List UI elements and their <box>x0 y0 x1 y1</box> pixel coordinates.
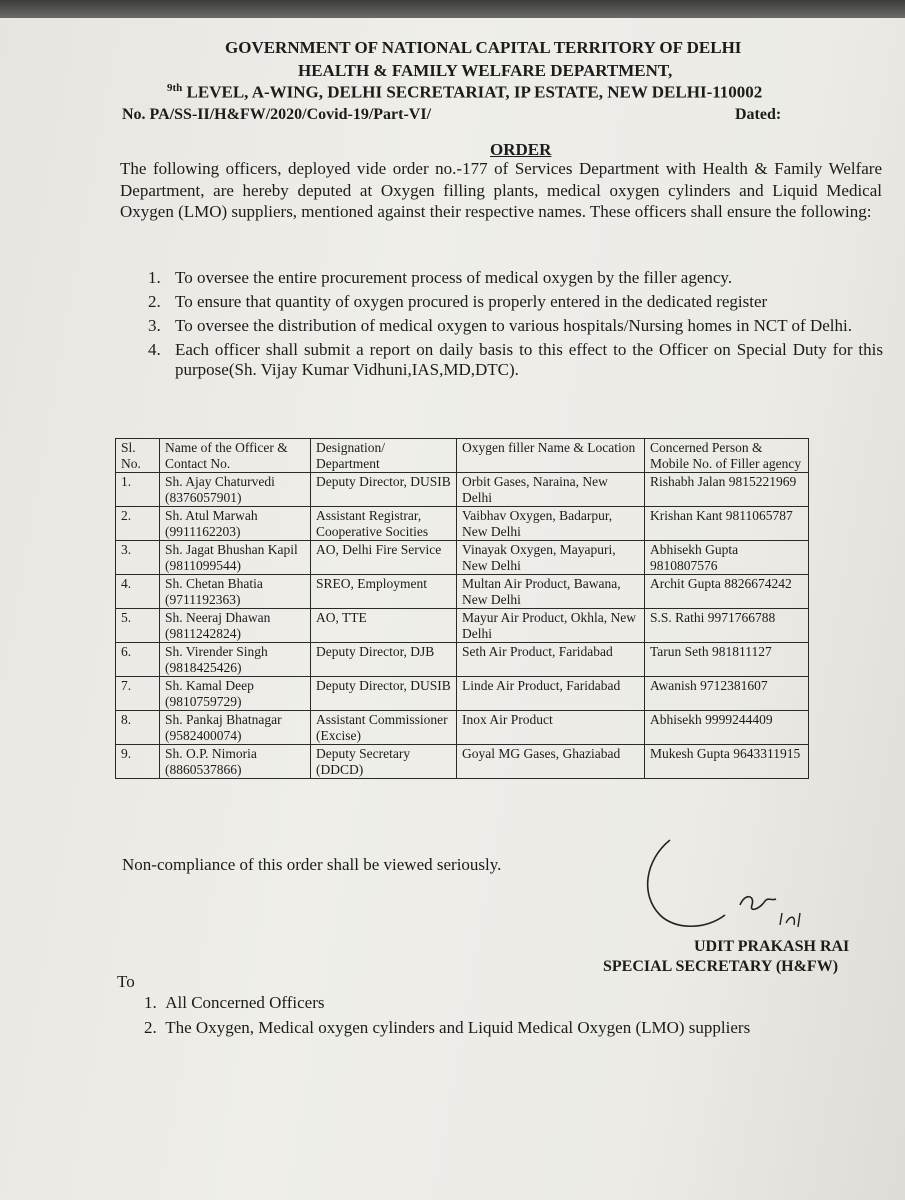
cell-officer: Sh. O.P. Nimoria (8860537866) <box>160 745 311 779</box>
cell-person: Archit Gupta 8826674242 <box>645 575 809 609</box>
cell-filler: Seth Air Product, Faridabad <box>457 643 645 677</box>
duty-item <box>148 340 883 380</box>
order-title: ORDER <box>490 140 552 159</box>
header-address-rest: LEVEL, A-WING, DELHI SECRETARIAT, IP ESTATE, NEW DELHI-110002 <box>182 82 763 102</box>
cell-officer: Sh. Pankaj Bhatnagar (9582400074) <box>160 711 311 745</box>
cell-filler: Vinayak Oxygen, Mayapuri, New Delhi <box>457 541 645 575</box>
officers-table <box>115 438 809 779</box>
cell-officer: Sh. Ajay Chaturvedi (8376057901) <box>160 473 311 507</box>
duty-number: 3. <box>148 316 161 335</box>
cell-sl: 9. <box>116 745 160 779</box>
table-row <box>116 575 809 609</box>
table-row <box>116 507 809 541</box>
duty-item <box>148 292 883 312</box>
header-department: HEALTH & FAMILY WELFARE DEPARTMENT, <box>298 61 673 80</box>
cell-designation: Deputy Director, DUSIB <box>311 677 457 711</box>
table-row <box>116 473 809 507</box>
cell-designation: Deputy Director, DUSIB <box>311 473 457 507</box>
cell-person: Rishabh Jalan 9815221969 <box>645 473 809 507</box>
cell-officer: Sh. Chetan Bhatia (9711192363) <box>160 575 311 609</box>
duty-number: 1. <box>148 268 161 287</box>
order-paragraph: The following officers, deployed vide order no.-177 of Services Department with Health & Family Welfare Department, are hereby deputed at Oxygen filling plants, medical oxygen cylinders and Liquid Medical Oxygen (LMO) suppliers, mentioned against their respective names. These officers shall ensure the following: <box>120 159 882 221</box>
cell-designation: SREO, Employment <box>311 575 457 609</box>
cell-officer: Sh. Virender Singh (9818425426) <box>160 643 311 677</box>
cell-sl: 8. <box>116 711 160 745</box>
cell-person: Awanish 9712381607 <box>645 677 809 711</box>
cell-sl: 1. <box>116 473 160 507</box>
recipient-number: 1. <box>144 993 157 1012</box>
dated-label: Dated: <box>735 106 782 123</box>
header-concerned-person: Concerned Person & Mobile No. of Filler agency <box>645 439 809 473</box>
cell-filler: Multan Air Product, Bawana, New Delhi <box>457 575 645 609</box>
duty-item <box>148 316 883 336</box>
duty-text: To ensure that quantity of oxygen procured is properly entered in the dedicated register <box>175 292 768 311</box>
table-row <box>116 541 809 575</box>
signatory-designation: SPECIAL SECRETARY (H&FW) <box>603 958 839 975</box>
cell-filler: Vaibhav Oxygen, Badarpur, New Delhi <box>457 507 645 541</box>
cell-sl: 4. <box>116 575 160 609</box>
duties-list <box>148 268 883 384</box>
cell-sl: 5. <box>116 609 160 643</box>
duty-number: 2. <box>148 292 161 311</box>
table-row <box>116 643 809 677</box>
non-compliance-note: Non-compliance of this order shall be viewed seriously. <box>122 855 502 874</box>
duty-number: 4. <box>148 340 161 359</box>
header-officer-name: Name of the Officer & Contact No. <box>160 439 311 473</box>
cell-filler: Goyal MG Gases, Ghaziabad <box>457 745 645 779</box>
table-header-row <box>116 439 809 473</box>
header-government: GOVERNMENT OF NATIONAL CAPITAL TERRITORY OF DELHI <box>225 38 742 57</box>
cell-person: S.S. Rathi 9971766788 <box>645 609 809 643</box>
cell-officer: Sh. Jagat Bhushan Kapil (9811099544) <box>160 541 311 575</box>
cell-designation: AO, TTE <box>311 609 457 643</box>
recipient-number: 2. <box>144 1018 157 1037</box>
reference-number: No. PA/SS-II/H&FW/2020/Covid-19/Part-VI/ <box>122 106 432 123</box>
cell-designation: Assistant Commissioner (Excise) <box>311 711 457 745</box>
header-address <box>167 82 762 103</box>
handwritten-signature <box>630 835 830 945</box>
cell-person: Abhisekh Gupta 9810807576 <box>645 541 809 575</box>
cell-filler: Inox Air Product <box>457 711 645 745</box>
recipient-text: All Concerned Officers <box>165 993 325 1012</box>
recipient-item <box>144 1015 750 1040</box>
to-label: To <box>117 972 135 991</box>
cell-person: Tarun Seth 981811127 <box>645 643 809 677</box>
header-address-level: 9th <box>167 82 183 94</box>
table-row <box>116 711 809 745</box>
header-sl-no: Sl. No. <box>116 439 160 473</box>
cell-filler: Mayur Air Product, Okhla, New Delhi <box>457 609 645 643</box>
cell-person: Mukesh Gupta 9643311915 <box>645 745 809 779</box>
cell-person: Krishan Kant 9811065787 <box>645 507 809 541</box>
cell-sl: 2. <box>116 507 160 541</box>
cell-designation: Deputy Secretary (DDCD) <box>311 745 457 779</box>
cell-officer: Sh. Neeraj Dhawan (9811242824) <box>160 609 311 643</box>
cell-designation: AO, Delhi Fire Service <box>311 541 457 575</box>
recipient-item <box>144 990 750 1015</box>
duty-text: Each officer shall submit a report on daily basis to this effect to the Officer on Special Duty for this purpose(Sh. Vijay Kumar Vidhuni,IAS,MD,DTC). <box>175 340 883 379</box>
table-row <box>116 677 809 711</box>
recipient-text: The Oxygen, Medical oxygen cylinders and Liquid Medical Oxygen (LMO) suppliers <box>165 1018 751 1037</box>
cell-officer: Sh. Kamal Deep (9810759729) <box>160 677 311 711</box>
cell-designation: Assistant Registrar, Cooperative Socities <box>311 507 457 541</box>
cell-sl: 7. <box>116 677 160 711</box>
table-row <box>116 609 809 643</box>
recipients-list <box>144 990 750 1040</box>
photo-top-edge <box>0 0 905 18</box>
duty-item <box>148 268 883 288</box>
header-filler-name: Oxygen filler Name & Location <box>457 439 645 473</box>
table-row <box>116 745 809 779</box>
duty-text: To oversee the distribution of medical oxygen to various hospitals/Nursing homes in NCT of Delhi. <box>175 316 852 335</box>
cell-person: Abhisekh 9999244409 <box>645 711 809 745</box>
cell-sl: 6. <box>116 643 160 677</box>
cell-filler: Linde Air Product, Faridabad <box>457 677 645 711</box>
header-designation: Designation/ Department <box>311 439 457 473</box>
cell-officer: Sh. Atul Marwah (9911162203) <box>160 507 311 541</box>
duty-text: To oversee the entire procurement process of medical oxygen by the filler agency. <box>175 268 733 287</box>
signatory-name: UDIT PRAKASH RAI <box>694 938 850 955</box>
cell-designation: Deputy Director, DJB <box>311 643 457 677</box>
cell-sl: 3. <box>116 541 160 575</box>
cell-filler: Orbit Gases, Naraina, New Delhi <box>457 473 645 507</box>
